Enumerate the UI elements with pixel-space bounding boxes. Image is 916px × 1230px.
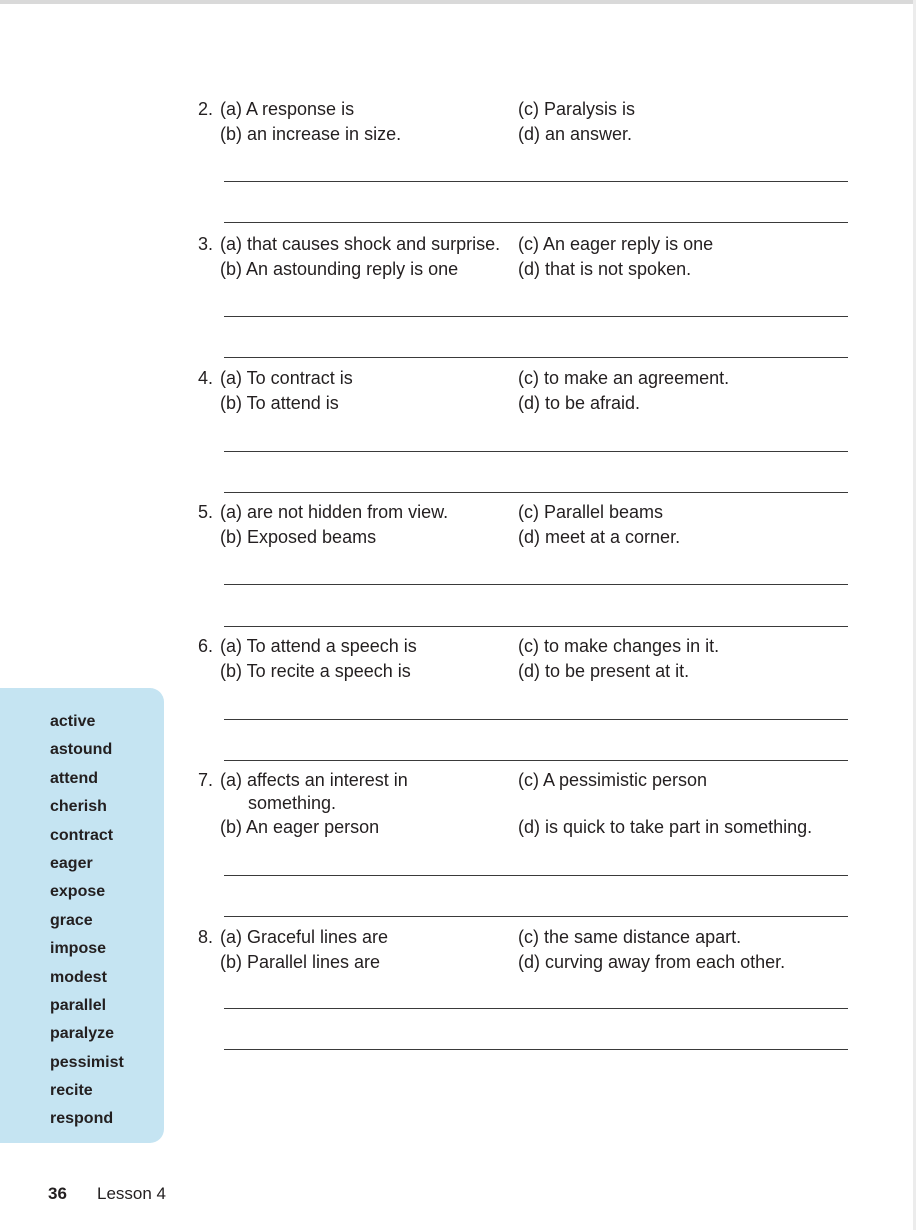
option-c: (c) to make an agreement. [518, 368, 730, 388]
word-list-item: impose [50, 940, 107, 958]
answer-line[interactable] [224, 916, 848, 917]
question-number: 2. [198, 99, 214, 119]
option-a: (a) are not hidden from view. [220, 502, 449, 522]
question-5 [198, 500, 848, 550]
answer-line[interactable] [224, 1008, 848, 1009]
word-list-item: parallel [50, 996, 107, 1014]
option-d: (d) to be afraid. [518, 393, 641, 413]
option-b: (b) Parallel lines are [220, 952, 381, 972]
option-d: (d) meet at a corner. [518, 527, 681, 547]
answer-line[interactable] [224, 760, 848, 761]
option-c: (c) the same distance apart. [518, 927, 742, 947]
answer-line[interactable] [224, 181, 848, 182]
option-b: (b) an increase in size. [220, 124, 402, 144]
question-number: 6. [198, 636, 214, 656]
question-row-1 [198, 500, 848, 525]
word-list-item: paralyze [50, 1025, 115, 1043]
page-number: 36 [48, 1184, 67, 1203]
option-d: (d) is quick to take part in something. [518, 817, 813, 837]
option-c: (c) A pessimistic person [518, 770, 708, 790]
question-row-1 [198, 769, 848, 792]
question-number: 5. [198, 502, 214, 522]
option-c: (c) Paralysis is [518, 99, 636, 119]
question-7 [198, 769, 848, 840]
option-d: (d) to be present at it. [518, 661, 690, 681]
question-6 [198, 634, 848, 684]
answer-line[interactable] [224, 875, 848, 876]
word-list-item: contract [50, 826, 114, 844]
word-list-item: pessimist [50, 1053, 124, 1071]
answer-line[interactable] [224, 1049, 848, 1050]
word-list-item: respond [50, 1110, 114, 1128]
question-row-2 [198, 257, 848, 282]
word-list-item: cherish [50, 798, 107, 816]
question-row-2 [198, 659, 848, 684]
option-b: (b) To recite a speech is [220, 661, 411, 681]
page-footer [48, 1184, 166, 1204]
question-row-2 [198, 122, 848, 147]
answer-line[interactable] [224, 719, 848, 720]
question-2 [198, 97, 848, 147]
option-b: (b) Exposed beams [220, 527, 377, 547]
answer-line[interactable] [224, 316, 848, 317]
answer-line[interactable] [224, 222, 848, 223]
question-8 [198, 925, 848, 975]
option-c: (c) Parallel beams [518, 502, 664, 522]
option-b: (b) An eager person [220, 817, 380, 837]
option-d: (d) curving away from each other. [518, 952, 786, 972]
question-row-2 [198, 792, 848, 815]
option-a-continued: something. [248, 793, 337, 813]
option-a: (a) affects an interest in [220, 770, 408, 790]
question-number: 3. [198, 234, 214, 254]
word-list-item: attend [50, 769, 98, 787]
lesson-label: Lesson 4 [97, 1184, 166, 1203]
question-row-2 [198, 525, 848, 550]
option-c: (c) An eager reply is one [518, 234, 714, 254]
option-c: (c) to make changes in it. [518, 636, 720, 656]
question-number: 8. [198, 927, 214, 947]
question-3 [198, 232, 848, 282]
word-list-item: recite [50, 1082, 93, 1100]
answer-line[interactable] [224, 584, 848, 585]
question-number: 7. [198, 770, 214, 790]
word-list-item: eager [50, 854, 93, 872]
word-list [50, 708, 124, 1134]
word-list-item: astound [50, 741, 113, 759]
option-a: (a) A response is [220, 99, 355, 119]
word-list-item: modest [50, 968, 107, 986]
option-b: (b) An astounding reply is one [220, 259, 459, 279]
question-row-1 [198, 232, 848, 257]
option-d: (d) an answer. [518, 124, 633, 144]
question-row-1 [198, 634, 848, 659]
question-row-1 [198, 366, 848, 391]
question-row-1 [198, 97, 848, 122]
option-a: (a) To attend a speech is [220, 636, 417, 656]
question-row-1 [198, 925, 848, 950]
word-list-item: expose [50, 883, 106, 901]
answer-line[interactable] [224, 357, 848, 358]
option-a: (a) that causes shock and surprise. [220, 234, 501, 254]
page-top-edge [0, 0, 916, 4]
option-a: (a) Graceful lines are [220, 927, 389, 947]
answer-line[interactable] [224, 451, 848, 452]
word-list-sidebar [0, 688, 164, 1143]
question-row-2 [198, 391, 848, 416]
option-a: (a) To contract is [220, 368, 353, 388]
question-number: 4. [198, 368, 214, 388]
word-list-item: grace [50, 911, 93, 929]
option-d: (d) that is not spoken. [518, 259, 692, 279]
answer-line[interactable] [224, 626, 848, 627]
question-row-3 [198, 815, 848, 840]
word-list-item: active [50, 713, 96, 730]
question-row-2 [198, 950, 848, 975]
option-b: (b) To attend is [220, 393, 339, 413]
answer-line[interactable] [224, 492, 848, 493]
question-4 [198, 366, 848, 416]
